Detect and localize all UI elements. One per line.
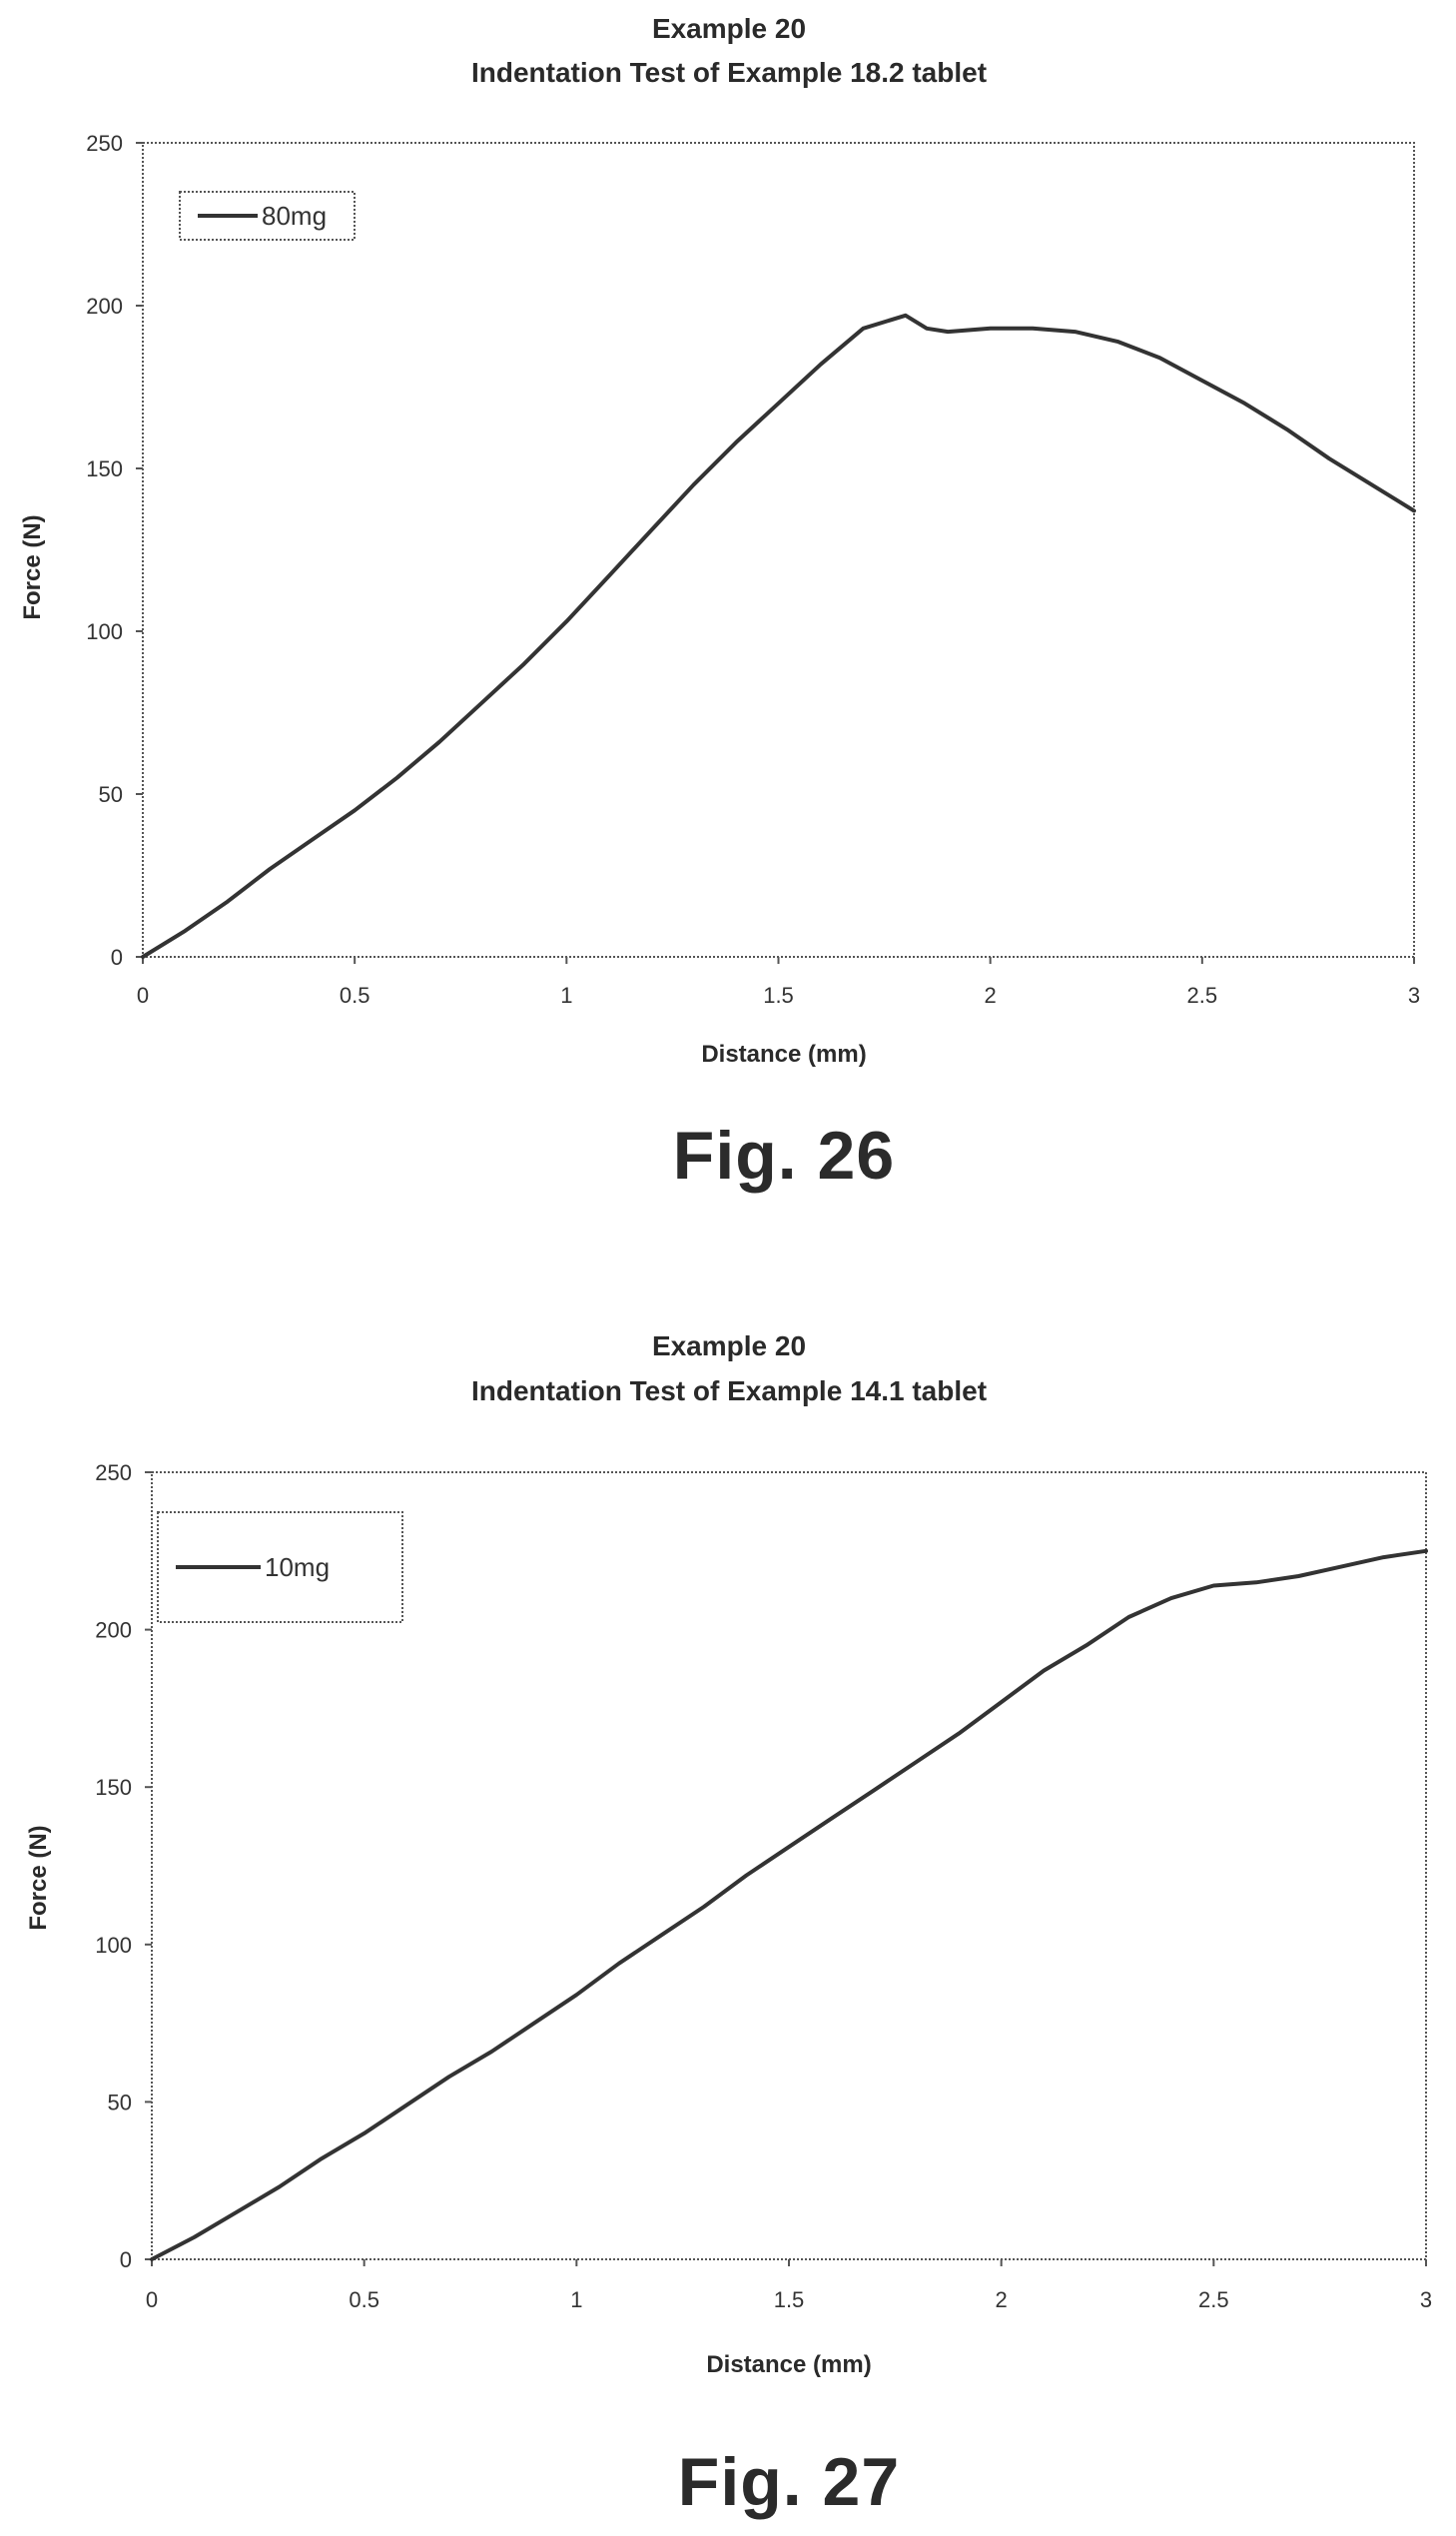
- chart-title: Example 20: [651, 13, 807, 44]
- chart-subtitle: Indentation Test of Example 14.1 tablet: [470, 1375, 988, 1406]
- x-tick-label: 2.5: [1186, 983, 1218, 1008]
- y-tick-label: 250: [95, 1460, 132, 1485]
- y-axis-label: Force (N): [19, 514, 46, 620]
- chart-fig-26: [19, 13, 1420, 1194]
- plot-frame: [143, 143, 1414, 957]
- x-tick-label: 2: [984, 983, 997, 1008]
- y-tick-label: 150: [86, 456, 123, 481]
- y-tick-label: 150: [95, 1775, 132, 1801]
- chart-subtitle: Indentation Test of Example 18.2 tablet: [470, 57, 988, 88]
- series-line: [152, 1551, 1426, 2259]
- x-tick-label: 0.5: [339, 983, 370, 1008]
- x-tick-label: 1.5: [763, 983, 794, 1008]
- x-tick-label: 1: [570, 2287, 583, 2312]
- y-axis-label: Force (N): [25, 1825, 52, 1931]
- y-tick-label: 200: [95, 1617, 132, 1643]
- y-tick-label: 100: [95, 1932, 132, 1958]
- x-axis-label: Distance (mm): [706, 2351, 872, 2378]
- y-tick-label: 100: [86, 619, 123, 644]
- y-tick-label: 50: [98, 782, 123, 807]
- x-tick-label: 1.5: [773, 2287, 805, 2312]
- series-line: [143, 316, 1414, 957]
- y-tick-label: 0: [110, 945, 123, 970]
- legend-label: 10mg: [265, 1552, 331, 1582]
- plot-area: [86, 131, 1420, 1008]
- legend-label: 80mg: [262, 201, 328, 231]
- y-tick-label: 250: [86, 131, 123, 156]
- x-tick-label: 3: [1419, 2287, 1433, 2312]
- chart-title: Example 20: [651, 1330, 807, 1361]
- plot-area: [95, 1460, 1432, 2312]
- x-axis-label: Distance (mm): [701, 1041, 867, 1068]
- x-tick-label: 0.5: [349, 2287, 379, 2312]
- x-tick-label: 0: [136, 983, 150, 1008]
- figure-label: Fig. 26: [672, 1118, 896, 1194]
- y-tick-label: 50: [107, 2090, 132, 2115]
- y-tick-label: 0: [119, 2247, 132, 2272]
- x-tick-label: 3: [1407, 983, 1421, 1008]
- x-tick-label: 2: [995, 2287, 1008, 2312]
- x-tick-label: 2.5: [1198, 2287, 1229, 2312]
- chart-fig-27: [25, 1330, 1432, 2520]
- y-tick-label: 200: [86, 294, 123, 319]
- x-tick-label: 1: [560, 983, 573, 1008]
- figure-label: Fig. 27: [677, 2444, 901, 2520]
- x-tick-label: 0: [145, 2287, 159, 2312]
